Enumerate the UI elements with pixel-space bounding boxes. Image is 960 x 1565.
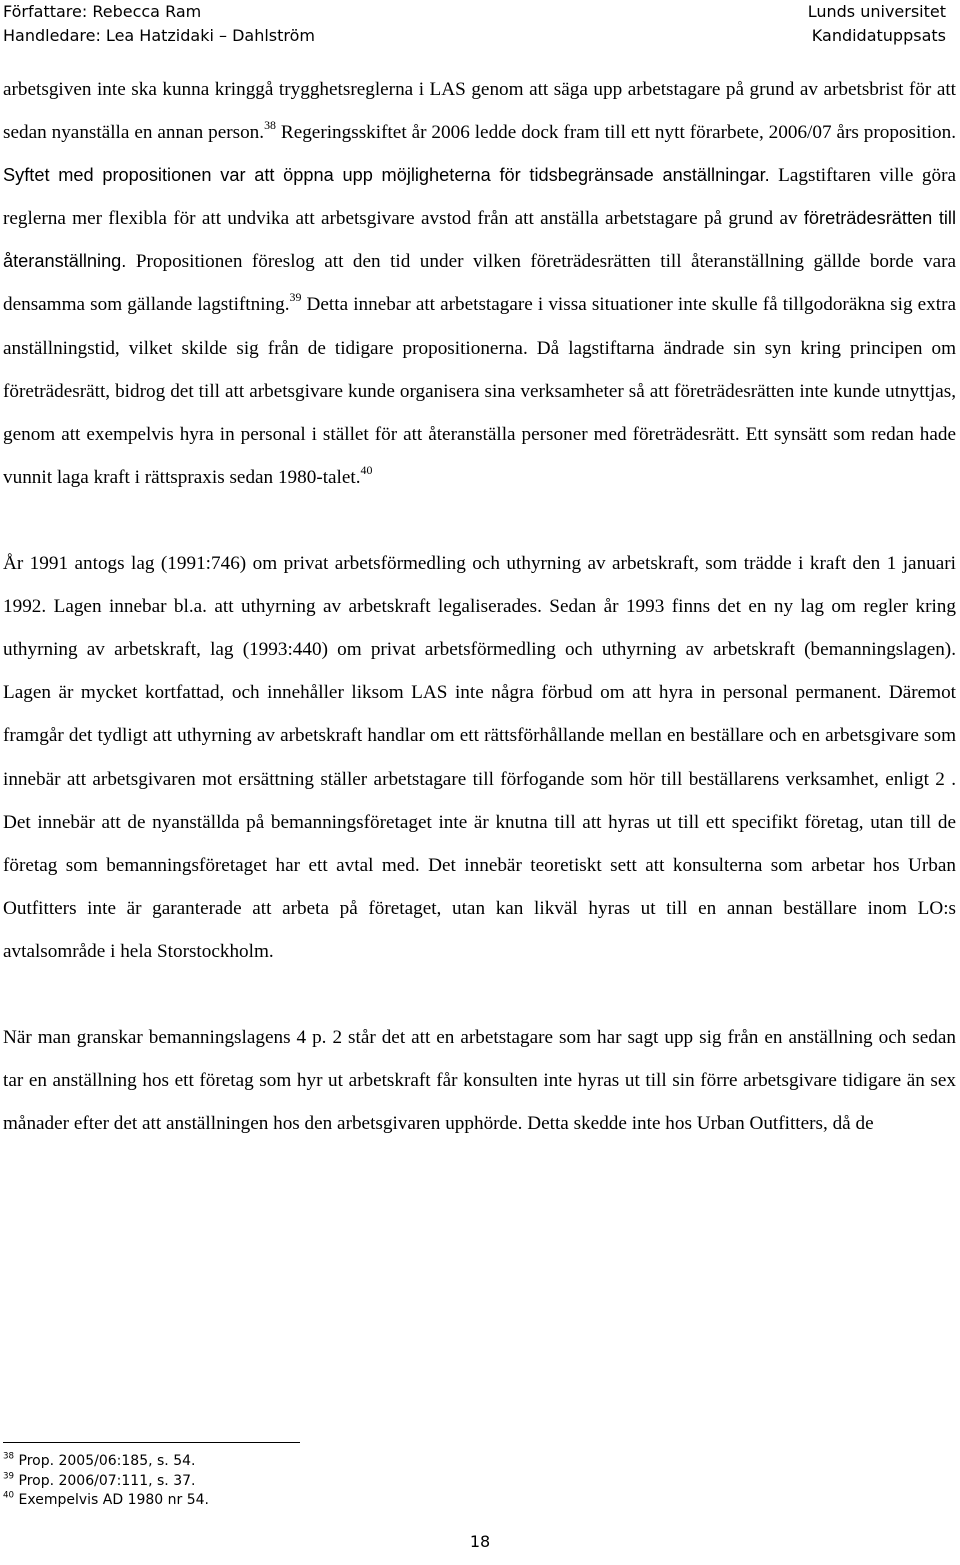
paragraph-1 [3,68,956,499]
p1-sentence-sans: Syftet med propositionen var att öppna upp möjligheterna för tidsbegränsade anställningar. [3,165,770,186]
paragraph-3: När man granskar bemanningslagens 4 p. 2 står det att en arbetstagare som har sagt upp sig från en anställning och sedan tar en anställning hos ett företag som hyr ut arbetskraft får konsulten inte hyras ut till sin förre arbetsgivare tidigare än sex månader efter det att anställningen hos den arbetsgivaren upphörde. Detta skedde inte hos Urban Outfitters, då de [3,1027,956,1135]
footnote-text: Prop. 2005/06:185, s. 54. [18,1453,196,1469]
footnote-number: 39 [3,1471,15,1482]
p1-sentence-sans: företrädesrätten till återanställning. [3,208,956,272]
p1-sentence: Detta innebar att arbetstagare i vissa situationer inte skulle få tillgodoräkna sig extra anställningstid, vilket skilde sig från de tidigare propositionerna. Då lagstiftarna ändrade sin syn kring principen om företrädesrätt, bidrog det till att arbetsgivare kunde organisera sina verksamheter så att företrädesrätten inte kunde utnyttjas, genom att exempelvis hyra in personal i stället för att återanställa personer med företrädesrätt. Ett synsätt som redan hade vunnit laga kraft i rättspraxis sedan 1980-talet. [3,294,956,488]
paragraph-gap [3,499,956,542]
paragraph-2: År 1991 antogs lag (1991:746) om privat arbetsförmedling och uthyrning av arbetskraft, som trädde i kraft den 1 januari 1992. Lagen innebar bl.a. att uthyrning av arbetskraft legaliserades. Sedan år 1993 finns det en ny lag om regler kring uthyrning av arbetskraft, lag (1993:440) om privat arbetsförmedling och uthyrning av arbetskraft (bemanningslagen). Lagen är mycket kortfattad, och innehåller liksom LAS inte några förbud om att hyra in personal permanent. Däremot framgår det tydligt att uthyrning av arbetskraft handlar om ett rättsförhållande mellan en beställare och en arbetsgivare som innebär att arbetsgivaren mot ersättning ställer arbetstagare till förfogande som hör till beställarens verksamhet, enligt 2 . Det innebär att de nyanställda på bemanningsföretaget inte är knutna till att hyras ut till ett specifikt företag, utan till de företag som bemanningsföretaget har ett avtal med. Det innebär teoretiskt sett att konsulterna som arbetar hos Urban Outfitters inte är garanterade att arbeta på företaget, utan kan likväl hyras ut till en annan beställare inom LO:s avtalsområde i hela Storstockholm. [3,553,956,962]
paragraph-gap [3,973,956,1016]
p1-sentence: Regeringsskiftet år 2006 ledde dock fram till ett nytt förarbete, 2006/07 års proposition. [275,122,957,144]
p1-sentence: Lagstiftaren ville göra reglerna mer flexibla för att undvika att arbetsgivare avstod från att anställa arbetstagare på grund av [3,165,956,230]
footnote-ref-40[interactable]: 40 [360,462,373,477]
header-right [808,0,946,48]
footnotes [3,1452,703,1511]
footnote-text: Exempelvis AD 1980 nr 54. [18,1492,209,1509]
header-author: Författare: Rebecca Ram [3,2,202,21]
p1-sentence: Propositionen föreslog att den tid under vilken företrädesrätten till återanställning gällde borde vara densamma som gällande lagstiftning. [3,251,956,316]
footnote-39 [3,1472,703,1492]
footnote-text: Prop. 2006/07:111, s. 37. [18,1472,196,1489]
footnote-separator [3,1442,300,1443]
header-supervisor: Handledare: Lea Hatzidaki – Dahlström [3,26,316,45]
header-thesis-type: Kandidatuppsats [811,26,946,45]
footnote-38 [3,1452,703,1472]
page-number: 18 [469,1532,491,1551]
footnote-40 [3,1491,703,1511]
p1-sentence: arbetsgiven inte ska kunna kringgå trygghetsreglerna i LAS genom att säga upp arbetstagare på grund av arbetsbrist för att sedan nyanställa en annan person. [3,79,956,144]
page-header [0,0,960,56]
header-left [3,0,315,48]
body-text [3,68,956,1145]
header-university: Lunds universitet [807,2,946,21]
footnote-number: 38 [3,1451,15,1462]
footnote-ref-38[interactable]: 38 [264,118,276,133]
footnote-ref-39[interactable]: 39 [289,290,302,305]
footnote-number: 40 [3,1490,15,1501]
